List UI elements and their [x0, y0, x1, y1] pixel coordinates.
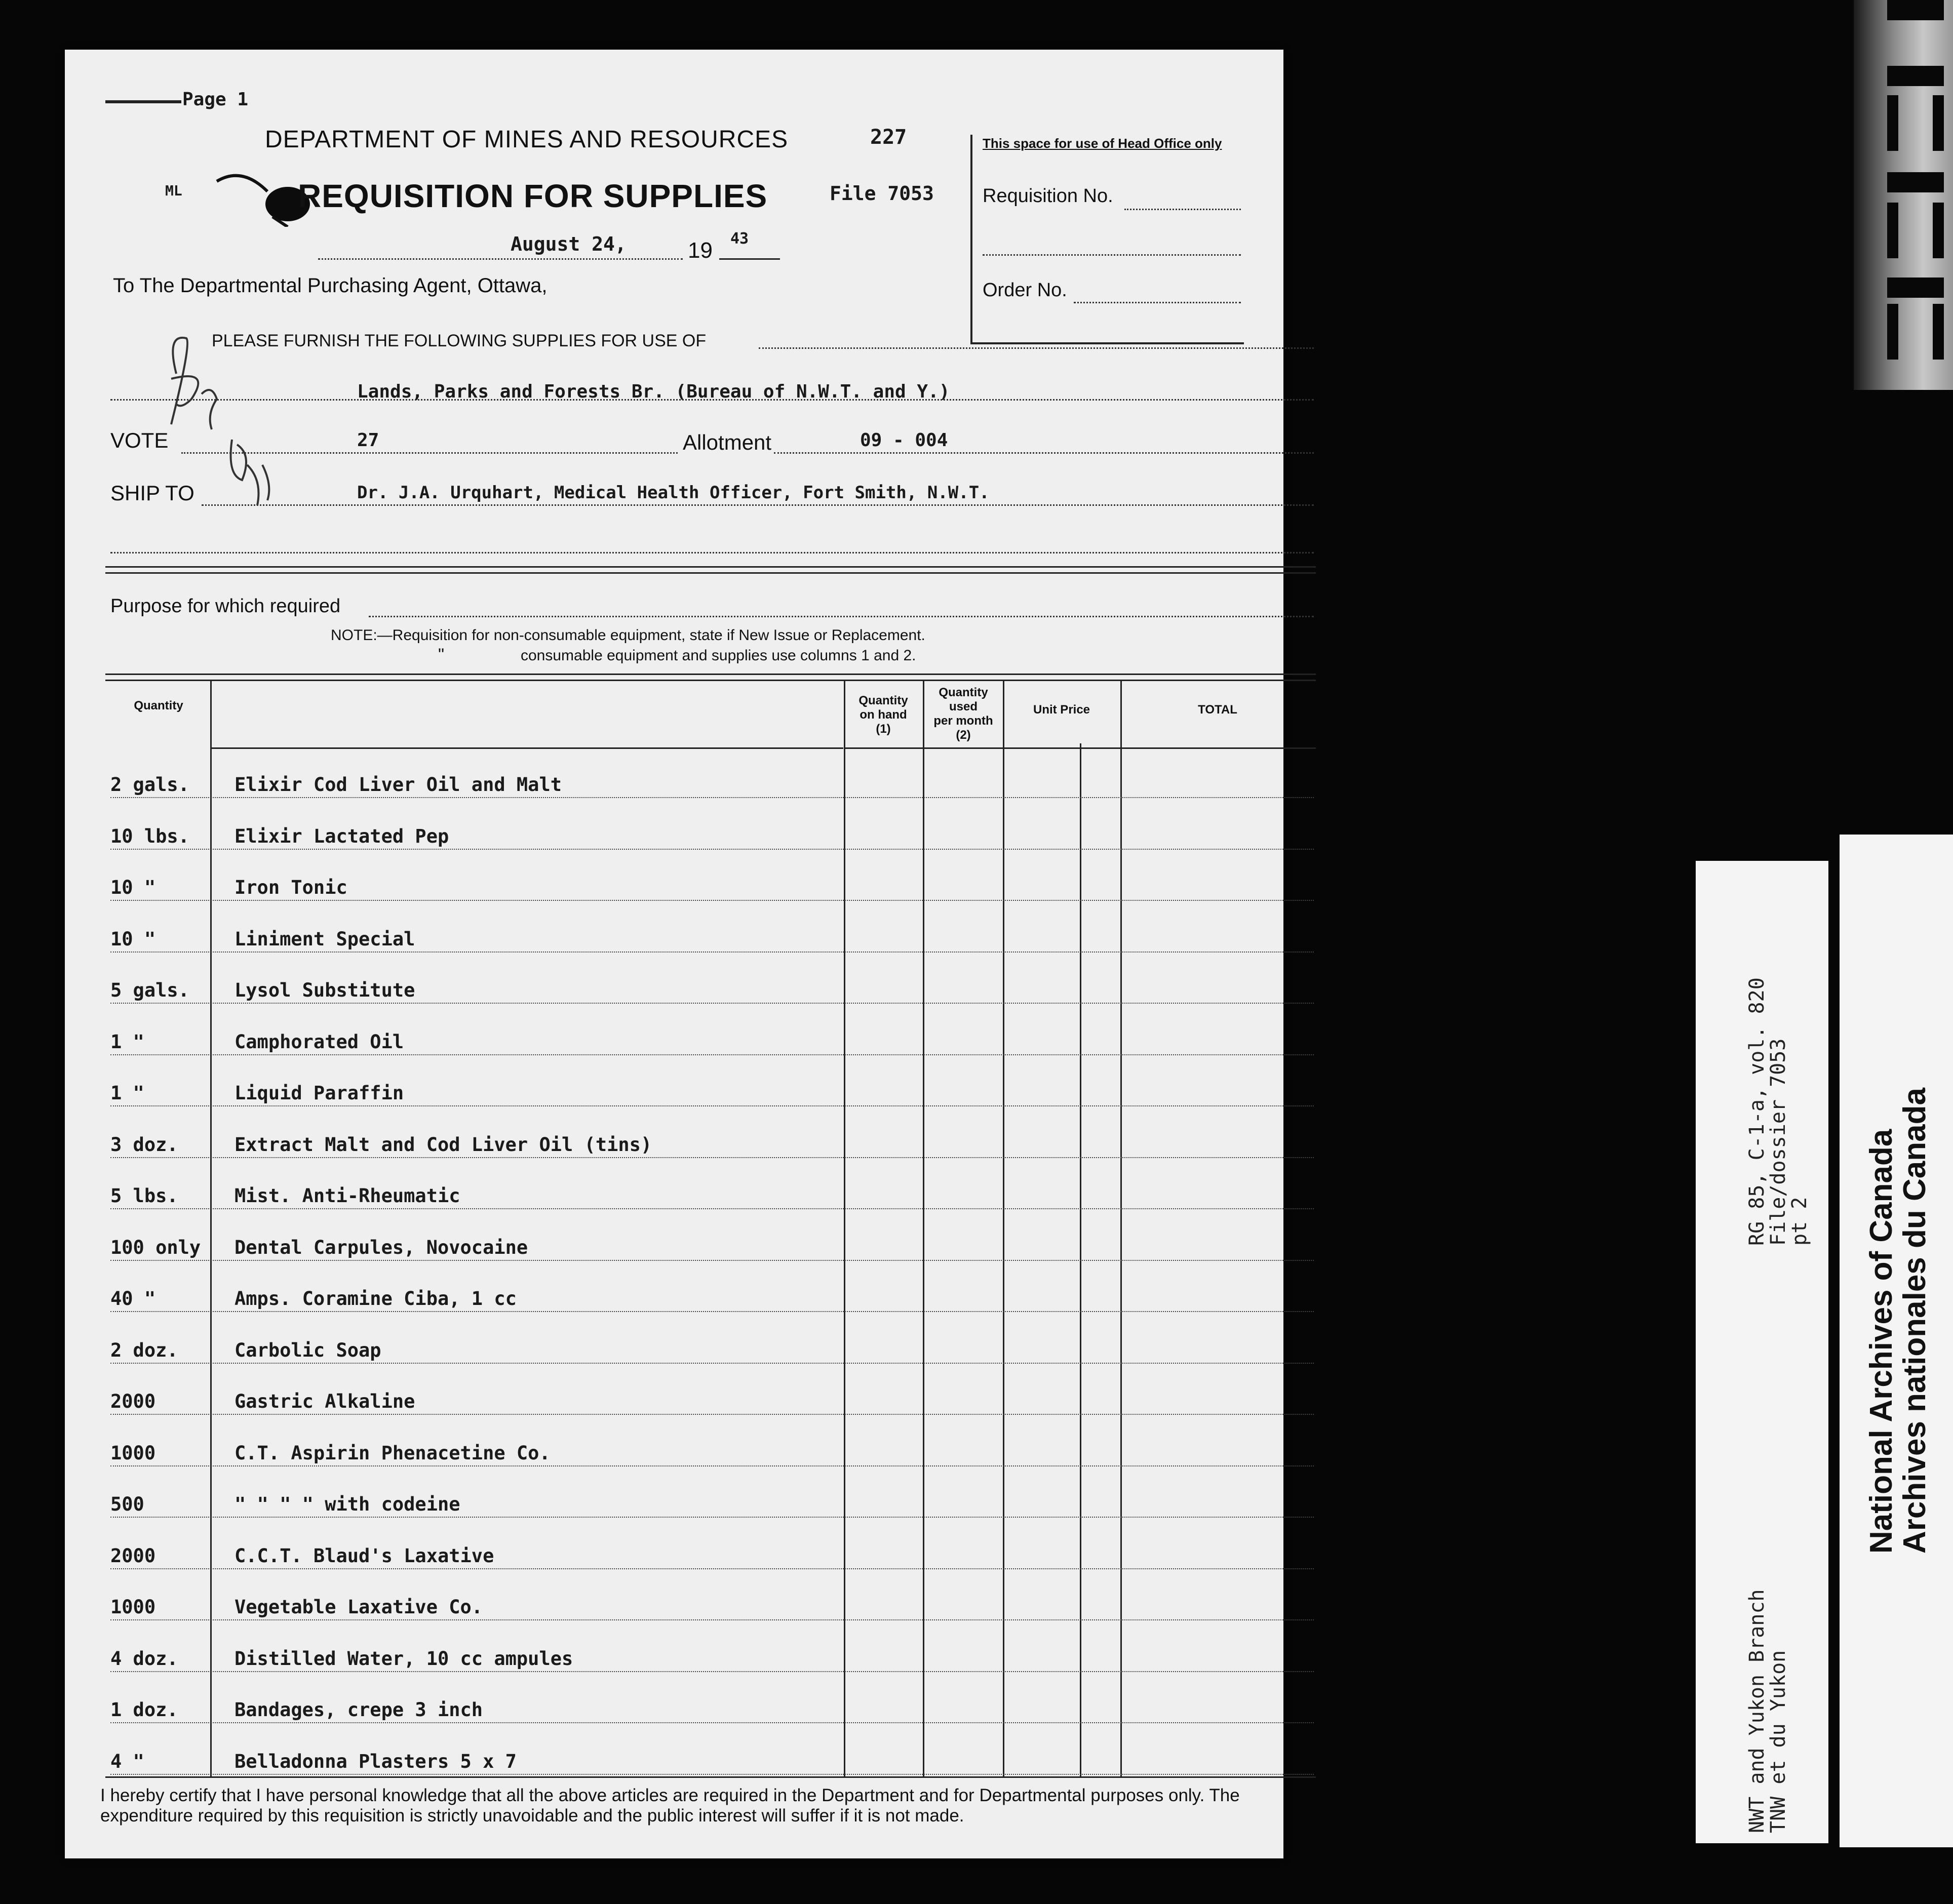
desc-header-rule — [210, 747, 843, 749]
row-quantity-rule — [110, 1157, 209, 1158]
row-quantity-rule — [110, 951, 209, 953]
certification-text: I hereby certify that I have personal knowledge that all the above articles are required in the Department and for Departmental purposes only. The expenditure required by this requisition is strictly unavoidable and the public interest will suffer if it is not made. — [100, 1786, 1240, 1826]
order-no-label: Order No. — [983, 280, 1067, 301]
film-strip-edge — [1854, 0, 1953, 390]
row-description-rule — [213, 1414, 1314, 1415]
row-quantity-rule — [110, 1671, 209, 1672]
note-line-2: consumable equipment and supplies use columns 1 and 2. — [521, 647, 916, 664]
archive-reference: RG 85, C-1-a, vol. 820 File/dossier 7053 pt 2 — [1745, 977, 1811, 1246]
row-description-rule — [213, 1054, 1314, 1055]
row-quantity-rule — [110, 1054, 209, 1055]
row-description: " " " " with codeine — [235, 1493, 460, 1515]
requisition-form-page — [65, 50, 1283, 1858]
date-field[interactable] — [318, 258, 683, 260]
header-unit-price: Unit Price — [1033, 703, 1090, 717]
national-archives-label — [1840, 835, 1953, 1847]
form-number: 227 — [870, 126, 907, 149]
row-quantity: 1000 — [110, 1442, 156, 1464]
row-quantity-rule — [110, 1465, 209, 1466]
table-top-rule — [105, 673, 1316, 675]
row-quantity: 5 gals. — [110, 979, 189, 1001]
row-description: Vegetable Laxative Co. — [235, 1596, 483, 1618]
archive-branch: NWT and Yukon Branch TNW et du Yukon — [1745, 1589, 1790, 1833]
header-total: TOTAL — [1198, 703, 1237, 717]
row-quantity-rule — [110, 1260, 209, 1261]
row-description-rule — [213, 1260, 1314, 1261]
row-description: Carbolic Soap — [235, 1339, 381, 1361]
ship-to-field-2[interactable] — [110, 552, 1314, 553]
purpose-field[interactable] — [369, 616, 1314, 617]
row-quantity: 4 " — [110, 1750, 144, 1772]
header-qty-used: Quantity used per month (2) — [933, 686, 993, 742]
row-quantity-rule — [110, 1105, 209, 1106]
numeric-header-rule — [844, 747, 1316, 749]
row-description: Belladonna Plasters 5 x 7 — [235, 1750, 517, 1772]
vote-field[interactable] — [181, 452, 678, 454]
ml-mark: ML — [165, 182, 182, 199]
row-quantity: 40 " — [110, 1288, 156, 1310]
year-suffix: 43 — [730, 230, 749, 248]
header-qty-on-hand: Quantity on hand (1) — [858, 694, 908, 736]
file-number: File 7053 — [830, 182, 934, 205]
table-top-rule-2 — [105, 680, 1316, 681]
row-description: Elixir Cod Liver Oil and Malt — [235, 774, 562, 796]
row-description-rule — [213, 1619, 1314, 1620]
table-bottom-rule — [105, 1776, 1316, 1778]
head-office-box — [970, 135, 1244, 344]
allotment-field[interactable] — [774, 452, 1314, 454]
row-quantity: 1000 — [110, 1596, 156, 1618]
order-no-field[interactable] — [1074, 302, 1241, 303]
year-prefix: 19 — [688, 238, 713, 263]
col-divider-total — [1120, 680, 1122, 1777]
ship-to-value: Dr. J.A. Urquhart, Medical Health Officer, Fort Smith, N.W.T. — [357, 483, 990, 503]
row-description: Distilled Water, 10 cc ampules — [235, 1647, 573, 1670]
row-description-rule — [213, 1774, 1314, 1775]
section-rule-1 — [105, 566, 1316, 568]
row-description-rule — [213, 1363, 1314, 1364]
row-quantity: 3 doz. — [110, 1133, 178, 1156]
row-description: Dental Carpules, Novocaine — [235, 1236, 528, 1258]
row-quantity-rule — [110, 1517, 209, 1518]
row-quantity: 1 " — [110, 1082, 144, 1104]
row-description-rule — [213, 1722, 1314, 1723]
row-description-rule — [213, 1517, 1314, 1518]
row-description: Elixir Lactated Pep — [235, 825, 449, 847]
row-quantity-rule — [110, 1619, 209, 1620]
row-description: Liquid Paraffin — [235, 1082, 404, 1104]
branch-field[interactable] — [110, 399, 1314, 401]
col-divider-used — [923, 680, 924, 1777]
row-description: Mist. Anti-Rheumatic — [235, 1185, 460, 1207]
row-description: Gastric Alkaline — [235, 1391, 415, 1412]
row-description-rule — [213, 797, 1314, 798]
ship-to-field[interactable] — [202, 504, 1314, 506]
header-scratch — [105, 100, 181, 103]
requisition-no-label: Requisition No. — [983, 185, 1113, 207]
archive-reference-label — [1696, 861, 1828, 1843]
allotment-label: Allotment — [683, 430, 772, 454]
row-quantity-rule — [110, 1568, 209, 1569]
allotment-value: 09 - 004 — [860, 430, 948, 451]
row-description-rule — [213, 1311, 1314, 1312]
addressee-line: To The Departmental Purchasing Agent, Ottawa, — [113, 274, 548, 297]
year-field — [719, 258, 780, 260]
row-quantity: 2 doz. — [110, 1339, 178, 1361]
row-description: C.T. Aspirin Phenacetine Co. — [235, 1442, 551, 1464]
row-description: Amps. Coramine Ciba, 1 cc — [235, 1288, 517, 1310]
row-quantity-rule — [110, 1208, 209, 1209]
furnish-field[interactable] — [759, 347, 1314, 349]
col-divider-qty — [210, 680, 212, 1777]
row-description-rule — [213, 1003, 1314, 1004]
furnish-instruction: PLEASE FURNISH THE FOLLOWING SUPPLIES FOR USE OF — [212, 331, 707, 350]
row-quantity-rule — [110, 1722, 209, 1723]
row-description-rule — [213, 1465, 1314, 1466]
vote-value: 27 — [357, 430, 379, 451]
row-quantity-rule — [110, 1311, 209, 1312]
row-description: Iron Tonic — [235, 877, 347, 898]
row-quantity-rule — [110, 1363, 209, 1364]
header-quantity: Quantity — [134, 699, 183, 712]
row-description-rule — [213, 1568, 1314, 1569]
date-value: August 24, — [511, 233, 627, 255]
row-quantity: 100 only — [110, 1236, 201, 1258]
row-quantity: 5 lbs. — [110, 1185, 178, 1207]
row-quantity: 10 " — [110, 928, 156, 950]
row-quantity: 2000 — [110, 1544, 156, 1567]
row-quantity: 2000 — [110, 1391, 156, 1412]
branch-value: Lands, Parks and Forests Br. (Bureau of N.W.T. and Y.) — [357, 381, 950, 402]
section-rule-2 — [105, 572, 1316, 574]
row-description: Camphorated Oil — [235, 1030, 404, 1053]
row-description-rule — [213, 900, 1314, 901]
col-divider-onhand — [844, 680, 845, 1777]
row-description: Lysol Substitute — [235, 979, 415, 1001]
purpose-label: Purpose for which required — [110, 596, 341, 617]
row-quantity-rule — [110, 1003, 209, 1004]
row-quantity-rule — [110, 1774, 209, 1775]
row-description-rule — [213, 951, 1314, 953]
row-description-rule — [213, 1671, 1314, 1672]
row-description: Extract Malt and Cod Liver Oil (tins) — [235, 1133, 652, 1156]
note-line-1: NOTE:—Requisition for non-consumable equipment, state if New Issue or Replacement. — [331, 627, 925, 644]
row-description-rule — [213, 1208, 1314, 1209]
row-quantity: 4 doz. — [110, 1647, 178, 1670]
note-ditto: " — [438, 645, 445, 664]
national-archives-name: National Archives of Canada Archives nationales du Canada — [1864, 1088, 1932, 1554]
row-description: Bandages, crepe 3 inch — [235, 1699, 483, 1721]
row-description-rule — [213, 1157, 1314, 1158]
row-quantity: 1 " — [110, 1030, 144, 1053]
row-description: Liniment Special — [235, 928, 415, 950]
row-quantity-rule — [110, 900, 209, 901]
requisition-no-field[interactable] — [1124, 209, 1241, 210]
row-quantity-rule — [110, 849, 209, 850]
row-description-rule — [213, 849, 1314, 850]
head-office-heading: This space for use of Head Office only — [983, 136, 1222, 151]
form-title: REQUISITION FOR SUPPLIES — [298, 178, 768, 214]
row-quantity-rule — [110, 797, 209, 798]
page-label: Page 1 — [182, 89, 249, 110]
row-quantity: 1 doz. — [110, 1699, 178, 1721]
row-description-rule — [213, 1105, 1314, 1106]
department-name: DEPARTMENT OF MINES AND RESOURCES — [265, 126, 789, 153]
row-quantity-rule — [110, 1414, 209, 1415]
row-quantity: 10 " — [110, 877, 156, 898]
row-description: C.C.T. Blaud's Laxative — [235, 1544, 494, 1567]
ship-to-label: SHIP TO — [110, 481, 194, 505]
row-quantity: 500 — [110, 1493, 144, 1515]
row-quantity: 10 lbs. — [110, 825, 189, 847]
row-quantity: 2 gals. — [110, 774, 189, 796]
col-divider-price — [1003, 680, 1004, 1777]
vote-label: VOTE — [110, 428, 169, 452]
requisition-no-field-2[interactable] — [983, 254, 1241, 256]
